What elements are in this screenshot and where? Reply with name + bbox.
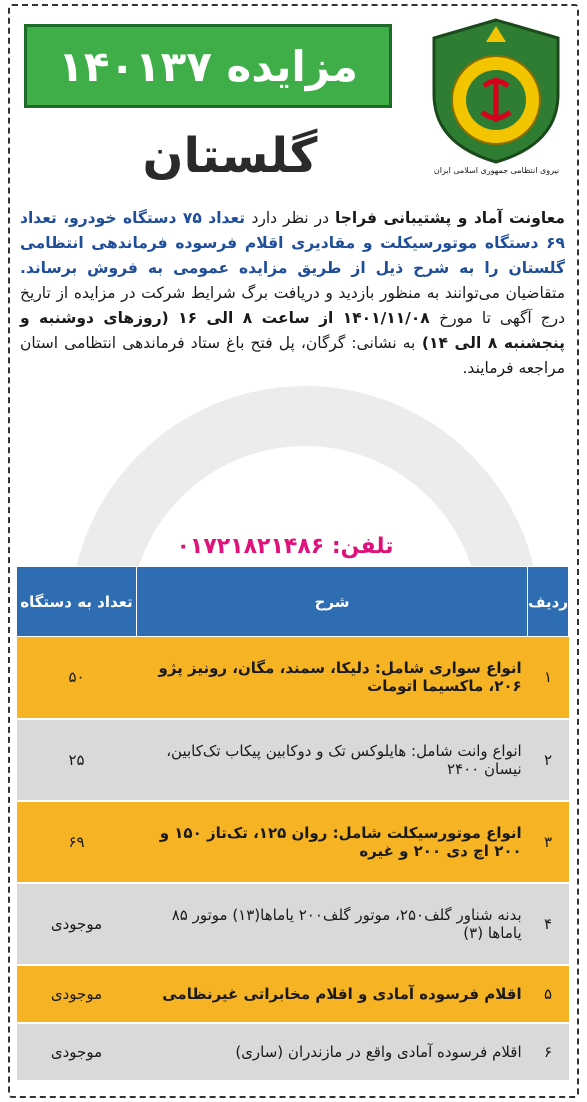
emblem-caption: نیروی انتظامی جمهوری اسلامی ایران	[433, 166, 560, 175]
row-count: موجودی	[17, 883, 137, 965]
header-row-number: ردیف	[528, 567, 569, 637]
row-count: ۲۵	[17, 719, 137, 801]
phone-number: تلفن: ۰۱۷۲۱۸۲۱۴۸۶	[176, 534, 394, 559]
row-number: ۲	[528, 719, 569, 801]
announcer: معاونت آماد و پشتیبانی فراجا	[334, 209, 565, 227]
row-count: موجودی	[17, 965, 137, 1023]
items-table	[16, 566, 569, 1082]
row-description: اقلام فرسوده آمادی واقع در مازندران (ساری)	[137, 1023, 528, 1081]
row-count: موجودی	[17, 1023, 137, 1081]
row-description: اقلام فرسوده آمادی و اقلام مخابراتی غیرنظامی	[137, 965, 528, 1023]
table-header-row	[17, 567, 569, 637]
announcement-summary: تعداد ۷۵ دستگاه خودرو، تعداد ۶۹ دستگاه موتورسیکلت و مقادیری اقلام فرسوده فرماندهی انتظامی گلستان را به شرح ذیل از طریق مزایده عمومی به فروش برساند.	[20, 209, 565, 277]
row-description: انواع وانت شامل: هایلوکس تک و دوکابین پیکاب تک‌کابین، نیسان ۲۴۰۰	[137, 719, 528, 801]
auction-title-banner	[24, 24, 392, 108]
table-row	[17, 965, 569, 1023]
header-description: شرح	[137, 567, 528, 637]
announcement-text	[20, 206, 565, 381]
row-description: بدنه شناور گلف۲۵۰، موتور گلف۲۰۰ یاماها(۱۳) موتور ۸۵ یاماها (۳)	[137, 883, 528, 965]
row-description: انواع موتورسیکلت شامل: روان ۱۲۵، تک‌تاز ۱۵۰ و ۲۰۰ اچ دی ۲۰۰ و غیره	[137, 801, 528, 883]
table-row	[17, 637, 569, 719]
announcement-details-1: متقاضیان می‌توانند به منظور بازدید و دریافت برگ شرایط شرکت در مزایده از تاریخ درج آگهی تا مورخ	[20, 284, 566, 327]
announcer-rest: در نظر دارد	[251, 209, 335, 227]
police-emblem	[424, 16, 569, 176]
table-row	[17, 801, 569, 883]
row-number: ۴	[528, 883, 569, 965]
row-number: ۵	[528, 965, 569, 1023]
announcement-dates: ۱۴۰۱/۱۱/۰۸ از ساعت ۸ الی ۱۶ (روزهای دوشنبه و پنجشنبه ۸ الی ۱۴)	[20, 309, 566, 352]
table-row	[17, 719, 569, 801]
header-count: تعداد به دستگاه	[17, 567, 137, 637]
row-count: ۵۰	[17, 637, 137, 719]
row-description: انواع سواری شامل: دلیکا، سمند، مگان، رونیز پژو ۲۰۶، ماکسیما اتومات	[137, 637, 528, 719]
row-number: ۱	[528, 637, 569, 719]
announcement-address: به نشانی: گرگان، پل فتح باغ ستاد فرماندهی انتظامی استان مراجعه فرمایند.	[20, 334, 565, 377]
auction-title: مزایده ۱۴۰۱۳۷	[58, 41, 358, 91]
row-number: ۶	[528, 1023, 569, 1081]
police-emblem-icon	[424, 16, 569, 166]
table-row	[17, 883, 569, 965]
table-row	[17, 1023, 569, 1081]
row-number: ۳	[528, 801, 569, 883]
province-name: گلستان	[142, 128, 318, 184]
row-count: ۶۹	[17, 801, 137, 883]
